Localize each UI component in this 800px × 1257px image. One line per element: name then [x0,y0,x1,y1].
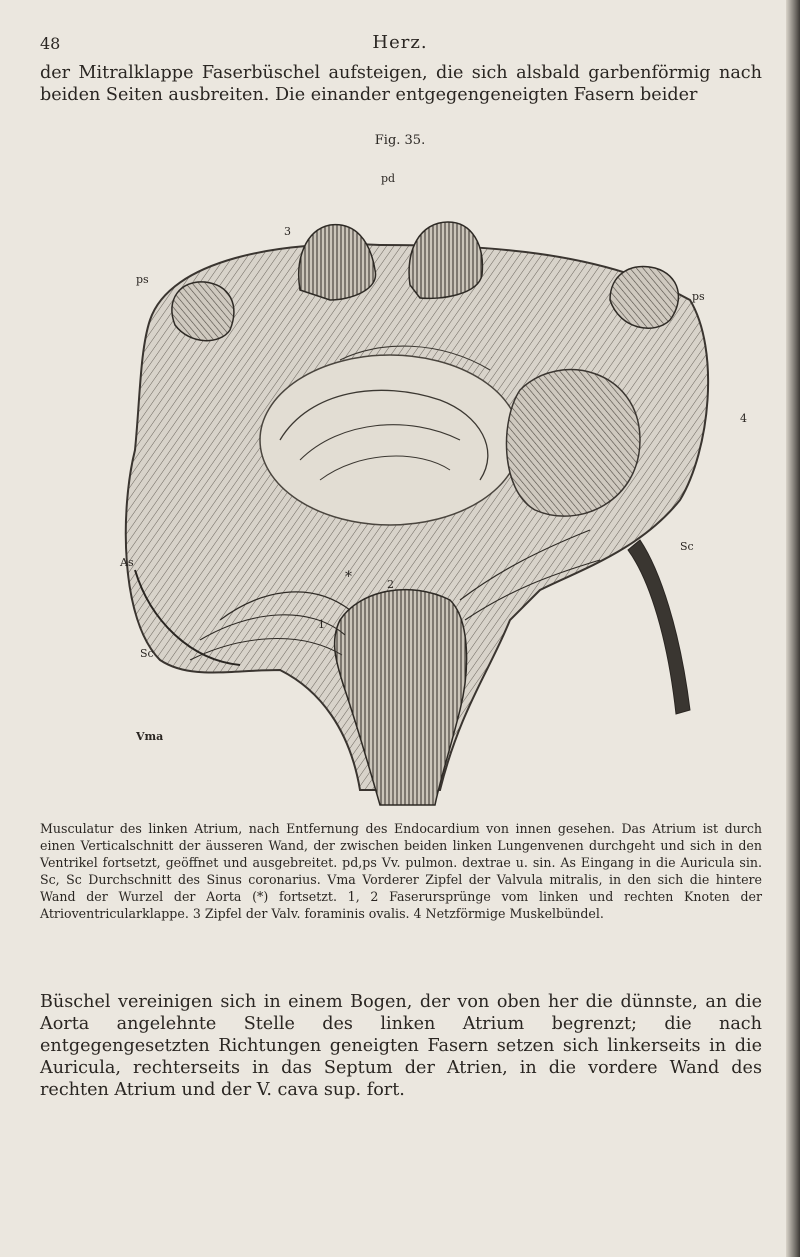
label-pd: pd [381,172,396,185]
anatomical-illustration [80,150,760,820]
running-head: Herz. [372,32,428,53]
label-sc-right: Sc [680,540,694,553]
label-ps-right: ps [692,290,705,303]
label-as: As [120,556,134,569]
label-sc-left: Sc [140,647,154,660]
label-star: * [345,569,352,585]
figure-caption: Musculatur des linken Atrium, nach Entfernung des Endocardium von innen gesehen. Das Atrium ist durch einen Verticalschnitt der äusseren Wand, der zwischen beiden linken Lungenvenen durchgeht und sich in den Ventrikel fortsetzt, geöffnet und ausgebreitet. pd,ps Vv. pulmon. dextrae u. sin. As Eingang in die Auricula sin. Sc, Sc Durchschnitt des Sinus coronarius. Vma Vorderer Zipfel der Valvula mitralis, in den sich die hintere Wand der Wurzel der Aorta (*) fortsetzt. 1, 2 Faserursprünge vom linken und rechten Knoten der Atrioventricularklappe. 3 Zipfel der Valv. foraminis ovalis. 4 Netzförmige Muskelbündel. [40,821,762,921]
page-number: 48 [40,34,61,53]
label-2: 2 [387,578,394,591]
body-paragraph-bottom: Büschel vereinigen sich in einem Bogen, der von oben her die dünnste, an die Aorta angelehnte Stelle des linken Atrium begrenzt; die nach entgegengesetzten Richtungen geneigten Fasern setzen sich linkerseits in die Auricula, rechterseits in das Septum der Atrien, in die vordere Wand des rechten Atrium und der V. cava sup. fort. [40,992,762,1100]
label-ps-left: ps [136,273,149,286]
label-1: 1 [318,618,325,631]
atrium-engraving [80,150,760,820]
figure-label: Fig. 35. [374,133,426,148]
body-paragraph-top: der Mitralklappe Faserbüschel aufsteigen, die sich alsbald garbenförmig nach beiden Seiten ausbreiten. Die einander entgegengeneigten Fasern beider [40,63,762,105]
page-edge-shadow [786,0,800,1257]
label-4: 4 [740,412,747,425]
label-3: 3 [284,225,291,238]
label-vma: Vma [136,730,164,743]
